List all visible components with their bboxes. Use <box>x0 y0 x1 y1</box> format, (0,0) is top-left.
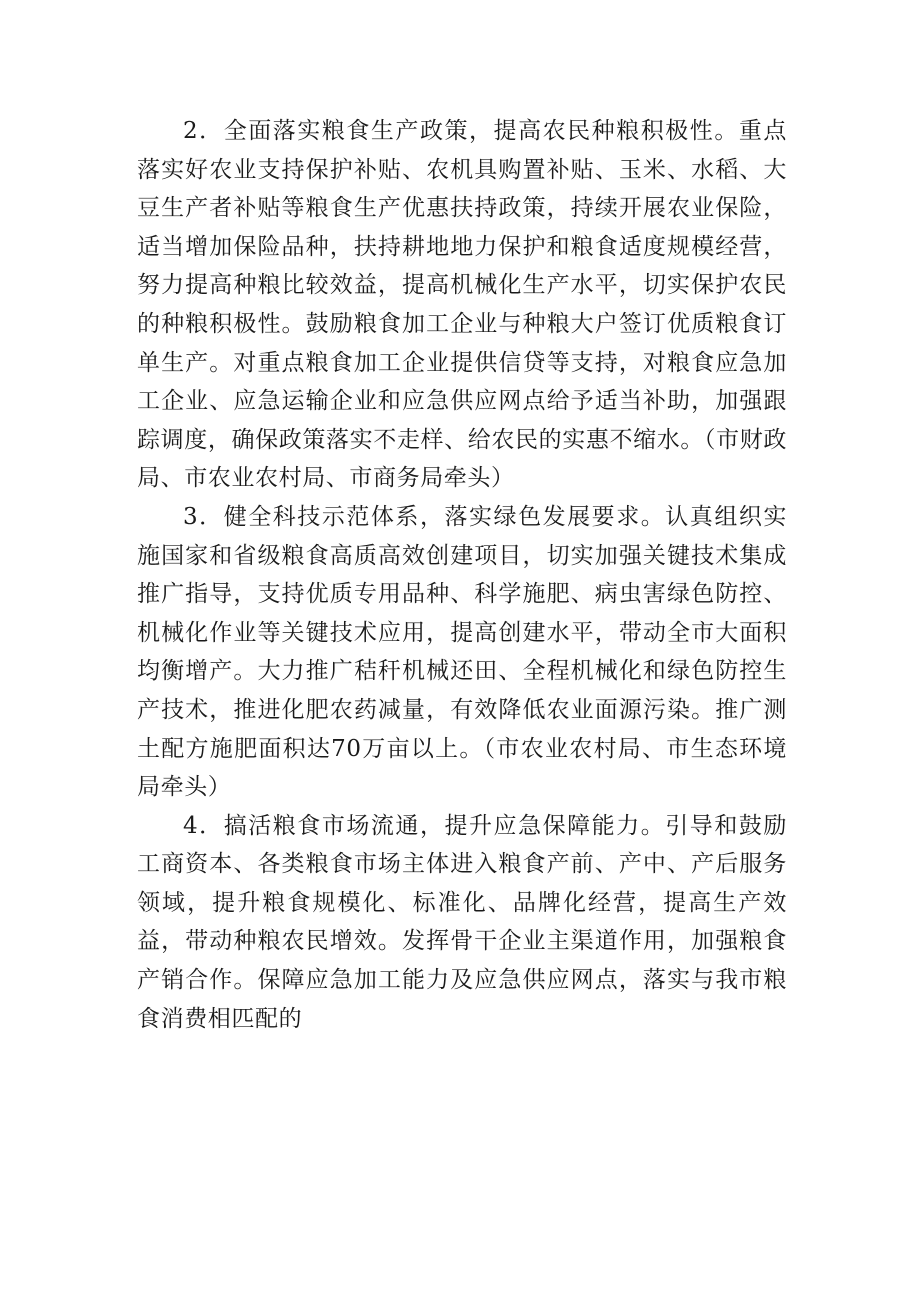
paragraph-market-circulation: 4．搞活粮食市场流通，提升应急保障能力。引导和鼓励工商资本、各类粮食市场主体进入粮食产前、产中、产后服务领域，提升粮食规模化、标准化、品牌化经营，提高生产效益，带动种粮农民增效。发挥骨干企业主渠道作用，加强粮食产销合作。保障应急加工能力及应急供应网点，落实与我市粮食消费相匹配的 <box>137 812 787 1032</box>
paragraph-tech-demo: 3．健全科技示范体系，落实绿色发展要求。认真组织实施国家和省级粮食高质高效创建项目，切实加强关键技术集成推广指导，支持优质专用品种、科学施肥、病虫害绿色防控、机械化作业等关键技术应用，提高创建水平，带动全市大面积均衡增产。大力推广秸秆机械还田、全程机械化和绿色防控生产技术，推进化肥农药减量，有效降低农业面源污染。推广测土配方施肥面积达70万亩以上。（市农业农村局、市生态环境局牵头） <box>137 503 787 801</box>
paragraph-grain-policy: 2．全面落实粮食生产政策，提高农民种粮积极性。重点落实好农业支持保护补贴、农机具购置补贴、玉米、水稻、大豆生产者补贴等粮食生产优惠扶持政策，持续开展农业保险，适当增加保险品种，扶持耕地地力保护和粮食适度规模经营，努力提高种粮比较效益，提高机械化生产水平，切实保护农民的种粮积极性。鼓励粮食加工企业与种粮大户签订优质粮食订单生产。对重点粮食加工企业提供信贷等支持，对粮食应急加工企业、应急运输企业和应急供应网点给予适当补助，加强跟踪调度，确保政策落实不走样、给农民的实惠不缩水。（市财政局、市农业农村局、市商务局牵头） <box>137 118 787 492</box>
document-body <box>137 112 787 1038</box>
